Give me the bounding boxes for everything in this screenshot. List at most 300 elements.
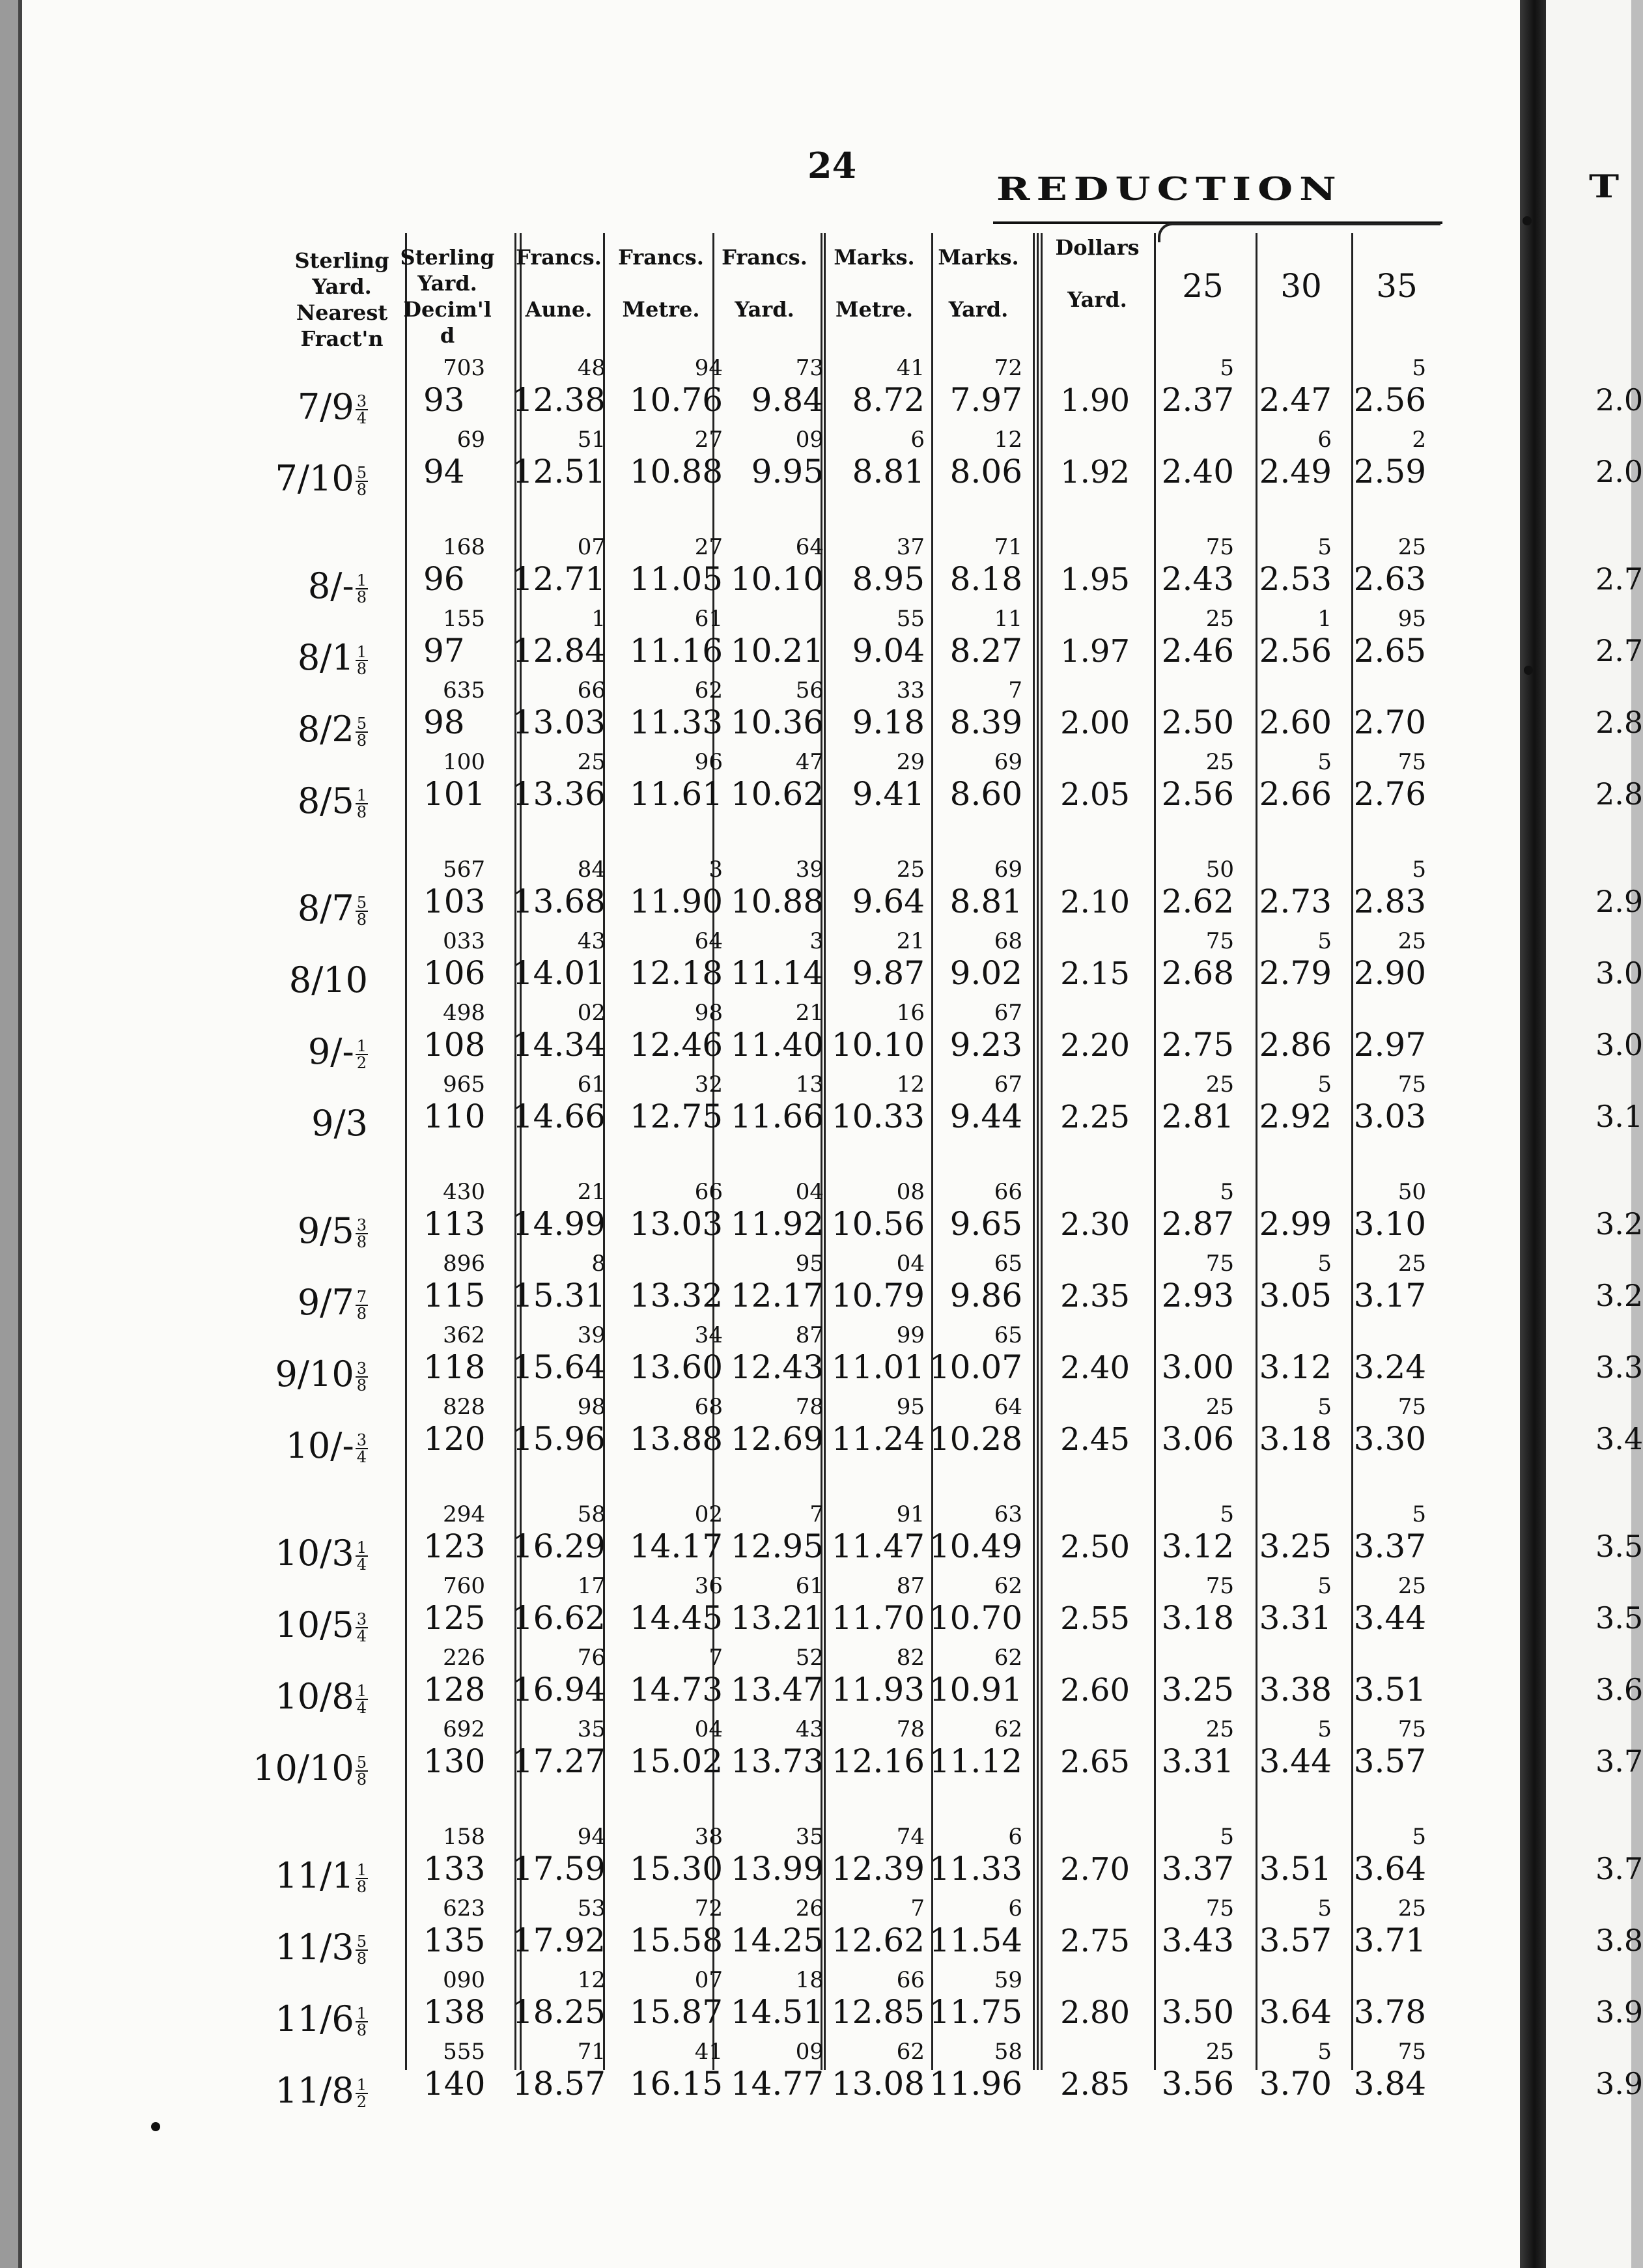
facing-page-value: 2.7: [1595, 561, 1643, 597]
conversion-value: 17.92: [512, 1921, 606, 1959]
value-superscript: 95: [896, 1394, 925, 1420]
fraction-denominator: 8: [356, 660, 367, 678]
decimal-value: 138: [423, 1993, 486, 2031]
column-header-line: Marks.: [938, 245, 1019, 270]
conversion-value: 13.47: [730, 1671, 824, 1708]
value-superscript: 52: [795, 1645, 824, 1671]
price-value: 2.46: [1161, 632, 1234, 670]
value-superscript: 71: [577, 2039, 606, 2065]
fraction: [356, 2077, 368, 2110]
value-superscript: 6: [1008, 1895, 1022, 1921]
value-superscript: 12: [577, 1967, 606, 1993]
dollar-yard-value: 2.70: [1060, 1851, 1130, 1888]
price-value: 3.57: [1259, 1921, 1332, 1959]
facing-page-value: 2.0: [1595, 454, 1643, 489]
sterling-value: 11/8: [275, 2070, 354, 2111]
price-value: 3.18: [1161, 1599, 1234, 1637]
conversion-value: 15.96: [512, 1420, 606, 1458]
conversion-value: 10.79: [831, 1277, 925, 1314]
column-header-line: [928, 270, 1029, 296]
value-superscript: 02: [694, 1501, 723, 1527]
facing-page-value: 3.5: [1595, 1529, 1643, 1564]
fraction-numerator: 3: [356, 1431, 367, 1449]
fraction-denominator: 8: [356, 803, 367, 821]
conversion-value: 9.87: [852, 954, 925, 992]
dollar-yard-value: 2.85: [1060, 2066, 1130, 2103]
fraction-denominator: 8: [356, 481, 367, 499]
value-superscript: 39: [577, 1322, 606, 1348]
decimal-value: 97: [423, 632, 465, 670]
column-header-line: Francs.: [618, 245, 704, 270]
decimal-superscript: 828: [443, 1394, 485, 1420]
decimal-value: 125: [423, 1599, 486, 1637]
conversion-value: 11.61: [629, 775, 723, 813]
sterling-value: 9/3: [311, 1103, 368, 1144]
conversion-value: 13.36: [512, 775, 606, 813]
value-superscript: 58: [577, 1501, 606, 1527]
column-rule: [712, 233, 714, 2070]
price-superscript: 5: [1412, 355, 1426, 381]
column-rule: [603, 233, 605, 2070]
value-superscript: 7: [910, 1895, 925, 1921]
price-superscript: 25: [1205, 2039, 1234, 2065]
value-superscript: 51: [577, 427, 606, 453]
decimal-value: 101: [423, 775, 486, 813]
price-value: 3.12: [1161, 1527, 1234, 1565]
fraction-numerator: 5: [356, 894, 367, 912]
column-header-line: [712, 270, 817, 296]
conversion-value: 14.99: [512, 1205, 606, 1243]
fraction: [356, 573, 368, 605]
column-rule: [1041, 233, 1043, 2070]
conversion-value: 12.51: [512, 453, 606, 490]
conversion-value: 11.54: [929, 1921, 1022, 1959]
price-value: 2.50: [1161, 703, 1234, 741]
price-value: 3.30: [1353, 1420, 1426, 1458]
conversion-value: 12.85: [831, 1993, 925, 2031]
value-superscript: 8: [591, 1251, 606, 1277]
price-superscript: 5: [1317, 1573, 1332, 1599]
value-superscript: 27: [694, 427, 723, 453]
facing-page-value: 3.6: [1595, 1672, 1643, 1707]
facing-page-value: 3.0: [1595, 1027, 1643, 1062]
value-superscript: 08: [896, 1179, 925, 1205]
conversion-value: 14.77: [730, 2065, 824, 2103]
price-superscript: 75: [1397, 2039, 1426, 2065]
decimal-value: 103: [423, 883, 486, 920]
sterling-fraction: [311, 1103, 368, 1144]
value-superscript: 35: [577, 1716, 606, 1742]
price-superscript: 25: [1205, 749, 1234, 775]
price-superscript: 25: [1397, 534, 1426, 560]
price-value: 3.03: [1353, 1098, 1426, 1135]
price-value: 3.18: [1259, 1420, 1332, 1458]
conversion-value: 11.16: [629, 632, 723, 670]
conversion-value: 10.36: [730, 703, 824, 741]
column-rule: [931, 233, 933, 2070]
sterling-fraction: [308, 565, 368, 606]
decimal-superscript: 69: [456, 427, 485, 453]
price-superscript: 5: [1317, 1895, 1332, 1921]
column-header-line: Francs.: [722, 245, 807, 270]
price-value: 2.47: [1259, 381, 1332, 419]
fraction-denominator: 8: [356, 1878, 367, 1896]
sterling-fraction: [275, 2070, 368, 2111]
dollar-yard-value: 1.95: [1060, 561, 1130, 598]
price-superscript: 75: [1397, 749, 1426, 775]
book-gutter: [1520, 0, 1546, 2268]
value-superscript: 7: [1008, 677, 1022, 703]
dollar-yard-value: 1.97: [1060, 633, 1130, 670]
fraction-denominator: 2: [356, 2093, 367, 2111]
price-value: 3.84: [1353, 2065, 1426, 2103]
price-superscript: 75: [1397, 1716, 1426, 1742]
conversion-value: 11.12: [929, 1742, 1022, 1780]
conversion-value: 13.08: [831, 2065, 925, 2103]
value-superscript: 56: [795, 677, 824, 703]
value-superscript: 73: [795, 355, 824, 381]
conversion-value: 9.84: [751, 381, 824, 419]
decimal-value: 108: [423, 1026, 486, 1064]
conversion-value: 13.68: [512, 883, 606, 920]
column-header-line: d: [440, 323, 455, 348]
price-value: 2.63: [1353, 560, 1426, 598]
decimal-superscript: 100: [443, 749, 485, 775]
column-rule: [1037, 233, 1039, 2070]
column-rule: [405, 233, 407, 2070]
value-superscript: 61: [577, 1071, 606, 1098]
fraction: [356, 1361, 368, 1393]
sterling-value: 8/2: [297, 709, 354, 750]
sterling-value: 9/-: [307, 1031, 354, 1072]
conversion-value: 9.64: [852, 883, 925, 920]
column-header-c4: [712, 244, 817, 322]
sterling-fraction: [298, 709, 368, 750]
value-superscript: 02: [577, 1000, 606, 1026]
sterling-value: 11/1: [275, 1855, 354, 1896]
price-value: 3.57: [1353, 1742, 1426, 1780]
decimal-superscript: 430: [443, 1179, 485, 1205]
price-superscript: 25: [1205, 606, 1234, 632]
sterling-fraction: [275, 1604, 368, 1645]
facing-page-value: 3.0: [1595, 956, 1643, 991]
decimal-value: 128: [423, 1671, 486, 1708]
conversion-value: 12.18: [629, 954, 723, 992]
conversion-value: 10.88: [629, 453, 723, 490]
sterling-value: 10/5: [275, 1604, 354, 1645]
price-value: 2.75: [1161, 1026, 1234, 1064]
conversion-value: 11.75: [929, 1993, 1022, 2031]
conversion-value: 12.62: [831, 1921, 925, 1959]
column-rule: [1351, 233, 1353, 2070]
conversion-value: 12.69: [730, 1420, 824, 1458]
fraction: [356, 1217, 368, 1250]
sterling-value: 11/3: [275, 1927, 354, 1968]
sterling-value: 8/10: [288, 959, 368, 1000]
dollar-yard-value: 1.90: [1060, 382, 1130, 419]
page-number: 24: [807, 145, 857, 186]
value-superscript: 17: [577, 1573, 606, 1599]
value-superscript: 07: [577, 534, 606, 560]
conversion-value: 15.30: [629, 1850, 723, 1888]
decimal-superscript: 567: [443, 857, 485, 883]
sterling-fraction: [308, 1031, 368, 1072]
price-superscript: 5: [1317, 1251, 1332, 1277]
price-superscript: 5: [1317, 534, 1332, 560]
conversion-value: 7.97: [949, 381, 1022, 419]
value-superscript: 58: [994, 2039, 1022, 2065]
price-value: 3.38: [1259, 1671, 1332, 1708]
decimal-value: 135: [423, 1921, 486, 1959]
value-superscript: 74: [896, 1824, 925, 1850]
conversion-value: 9.41: [852, 775, 925, 813]
price-value: 2.76: [1353, 775, 1426, 813]
decimal-value: 113: [423, 1205, 486, 1243]
fraction-numerator: 3: [356, 1359, 367, 1378]
facing-page-value: 3.8: [1595, 1923, 1643, 1958]
value-superscript: 78: [795, 1394, 824, 1420]
value-superscript: 69: [994, 857, 1022, 883]
decimal-value: 118: [423, 1348, 486, 1386]
price-superscript: 25: [1397, 1573, 1426, 1599]
conversion-value: 9.86: [949, 1277, 1022, 1314]
conversion-value: 10.56: [831, 1205, 925, 1243]
value-superscript: 21: [896, 928, 925, 954]
conversion-value: 11.40: [730, 1026, 824, 1064]
decimal-superscript: 703: [443, 355, 485, 381]
value-superscript: 95: [795, 1251, 824, 1277]
conversion-value: 8.18: [949, 560, 1022, 598]
price-value: 2.59: [1353, 453, 1426, 490]
facing-page-value: 2.9: [1595, 884, 1643, 919]
dollar-yard-value: 2.60: [1060, 1672, 1130, 1708]
price-value: 2.43: [1161, 560, 1234, 598]
fraction: [356, 465, 368, 498]
conversion-value: 9.02: [949, 954, 1022, 992]
price-value: 3.17: [1353, 1277, 1426, 1314]
conversion-value: 9.65: [949, 1205, 1022, 1243]
price-value: 3.78: [1353, 1993, 1426, 2031]
conversion-value: 10.21: [730, 632, 824, 670]
column-header-c6: [928, 244, 1029, 322]
facing-page-value: 3.2: [1595, 1278, 1643, 1313]
dollar-yard-value: 2.40: [1060, 1350, 1130, 1386]
fraction: [356, 2006, 368, 2038]
price-superscript: 5: [1412, 857, 1426, 883]
value-superscript: 41: [896, 355, 925, 381]
price-value: 2.86: [1259, 1026, 1332, 1064]
price-superscript: 5: [1317, 1394, 1332, 1420]
column-header-c5: [824, 244, 925, 322]
dollar-yard-value: 2.20: [1060, 1027, 1130, 1064]
conversion-value: 11.33: [629, 703, 723, 741]
price-superscript: 5: [1412, 1824, 1426, 1850]
decimal-superscript: 498: [443, 1000, 485, 1026]
decimal-value: 140: [423, 2065, 486, 2103]
value-superscript: 3: [709, 857, 723, 883]
value-superscript: 33: [896, 677, 925, 703]
conversion-value: 11.24: [831, 1420, 925, 1458]
conversion-value: 14.01: [512, 954, 606, 992]
sterling-value: 9/7: [297, 1282, 354, 1323]
column-header-c3: [612, 244, 710, 322]
price-superscript: 25: [1397, 1251, 1426, 1277]
price-superscript: 25: [1397, 1895, 1426, 1921]
sterling-fraction: [275, 1533, 368, 1574]
conversion-value: 14.17: [629, 1527, 723, 1565]
fraction: [356, 1934, 368, 1966]
price-superscript: 75: [1205, 534, 1234, 560]
fraction-numerator: 1: [356, 786, 367, 804]
facing-page-value: 3.4: [1595, 1421, 1643, 1456]
value-superscript: 47: [795, 749, 824, 775]
facing-page-value: 3.1: [1595, 1099, 1643, 1134]
value-superscript: 66: [577, 677, 606, 703]
value-superscript: 43: [577, 928, 606, 954]
conversion-value: 11.14: [730, 954, 824, 992]
conversion-value: 16.94: [512, 1671, 606, 1708]
column-header-line: Yard.: [417, 271, 477, 296]
price-value: 3.51: [1259, 1850, 1332, 1888]
value-superscript: 66: [694, 1179, 723, 1205]
facing-page-value: 3.5: [1595, 1600, 1643, 1636]
sterling-value: 10/-: [285, 1425, 354, 1466]
value-superscript: 64: [994, 1394, 1022, 1420]
value-superscript: 12: [994, 427, 1022, 453]
price-value: 3.05: [1259, 1277, 1332, 1314]
page-heading: REDUCTION: [996, 171, 1343, 208]
conversion-value: 10.07: [929, 1348, 1022, 1386]
column-header-line: Sterling: [400, 245, 495, 270]
fraction-numerator: 3: [356, 392, 367, 410]
value-superscript: 18: [795, 1967, 824, 1993]
price-value: 3.12: [1259, 1348, 1332, 1386]
price-value: 3.24: [1353, 1348, 1426, 1386]
sterling-fraction: [275, 1855, 368, 1896]
conversion-value: 12.43: [730, 1348, 824, 1386]
sterling-value: 7/9: [297, 386, 354, 427]
decimal-superscript: 168: [443, 534, 485, 560]
price-value: 2.81: [1161, 1098, 1234, 1135]
sterling-value: 8/5: [297, 780, 354, 821]
conversion-value: 18.57: [512, 2065, 606, 2103]
sterling-value: 8/1: [297, 637, 354, 678]
fraction-numerator: 1: [356, 2004, 367, 2022]
fraction-denominator: 8: [356, 1949, 367, 1968]
conversion-value: 10.49: [929, 1527, 1022, 1565]
value-superscript: 37: [896, 534, 925, 560]
value-superscript: 04: [795, 1179, 824, 1205]
price-superscript: 75: [1397, 1394, 1426, 1420]
value-superscript: 27: [694, 534, 723, 560]
fraction: [356, 644, 368, 677]
price-value: 2.53: [1259, 560, 1332, 598]
conversion-value: 14.66: [512, 1098, 606, 1135]
column-header-line: Decim'l: [403, 297, 492, 322]
fraction-numerator: 1: [356, 1682, 367, 1700]
conversion-value: 9.23: [949, 1026, 1022, 1064]
fraction-denominator: 4: [356, 409, 367, 427]
price-value: 2.65: [1353, 632, 1426, 670]
price-value: 3.00: [1161, 1348, 1234, 1386]
value-superscript: 91: [896, 1501, 925, 1527]
value-superscript: 55: [896, 606, 925, 632]
fraction-denominator: 8: [356, 1305, 367, 1323]
price-value: 3.50: [1161, 1993, 1234, 2031]
value-superscript: 65: [994, 1322, 1022, 1348]
conversion-value: 12.38: [512, 381, 606, 419]
column-header-c2: [513, 244, 604, 322]
conversion-value: 13.99: [730, 1850, 824, 1888]
sterling-value: 9/5: [297, 1210, 354, 1251]
conversion-value: 11.05: [629, 560, 723, 598]
decimal-superscript: 635: [443, 677, 485, 703]
column-rule: [1033, 233, 1035, 2070]
decimal-superscript: 623: [443, 1895, 485, 1921]
price-value: 3.25: [1161, 1671, 1234, 1708]
price-value: 3.10: [1353, 1205, 1426, 1243]
sterling-value: 11/6: [275, 1998, 354, 2039]
value-superscript: 04: [694, 1716, 723, 1742]
conversion-value: 10.76: [629, 381, 723, 419]
dollar-yard-value: 2.50: [1060, 1529, 1130, 1565]
conversion-value: 11.92: [730, 1205, 824, 1243]
price-value: 3.44: [1353, 1599, 1426, 1637]
conversion-value: 13.32: [629, 1277, 723, 1314]
decimal-superscript: 155: [443, 606, 485, 632]
dollar-yard-value: 2.10: [1060, 884, 1130, 920]
column-rule: [1154, 233, 1156, 2070]
conversion-value: 13.88: [629, 1420, 723, 1458]
dollar-yard-value: 1.92: [1060, 454, 1130, 490]
conversion-value: 8.39: [949, 703, 1022, 741]
column-header-line: [513, 270, 604, 296]
value-superscript: 6: [1008, 1824, 1022, 1850]
sterling-value: 8/-: [307, 565, 354, 606]
value-superscript: 21: [577, 1179, 606, 1205]
value-superscript: 62: [694, 677, 723, 703]
price-superscript: 50: [1397, 1179, 1426, 1205]
column-header-c1: [399, 244, 496, 348]
decimal-value: 110: [423, 1098, 486, 1135]
sterling-fraction: [253, 1748, 368, 1789]
fraction: [356, 1755, 368, 1787]
price-value: 3.37: [1353, 1527, 1426, 1565]
fraction-denominator: 8: [356, 588, 367, 606]
decimal-superscript: 090: [443, 1967, 485, 1993]
conversion-value: 11.90: [629, 883, 723, 920]
value-superscript: 64: [795, 534, 824, 560]
conversion-value: 12.39: [831, 1850, 925, 1888]
value-superscript: 87: [896, 1573, 925, 1599]
conversion-value: 12.71: [512, 560, 606, 598]
conversion-value: 11.70: [831, 1599, 925, 1637]
value-superscript: 04: [896, 1251, 925, 1277]
conversion-value: 9.44: [949, 1098, 1022, 1135]
price-value: 2.97: [1353, 1026, 1426, 1064]
fraction-denominator: 8: [356, 731, 367, 750]
sterling-fraction: [275, 1998, 368, 2039]
conversion-value: 15.64: [512, 1348, 606, 1386]
column-header-line: Yard.: [735, 297, 794, 322]
column-header-line: Metre.: [836, 297, 913, 322]
price-superscript: 25: [1397, 928, 1426, 954]
price-value: 3.71: [1353, 1921, 1426, 1959]
column-group-brace: [1158, 223, 1440, 242]
fraction-denominator: 2: [356, 1054, 367, 1072]
value-superscript: 39: [795, 857, 824, 883]
value-superscript: 62: [994, 1645, 1022, 1671]
